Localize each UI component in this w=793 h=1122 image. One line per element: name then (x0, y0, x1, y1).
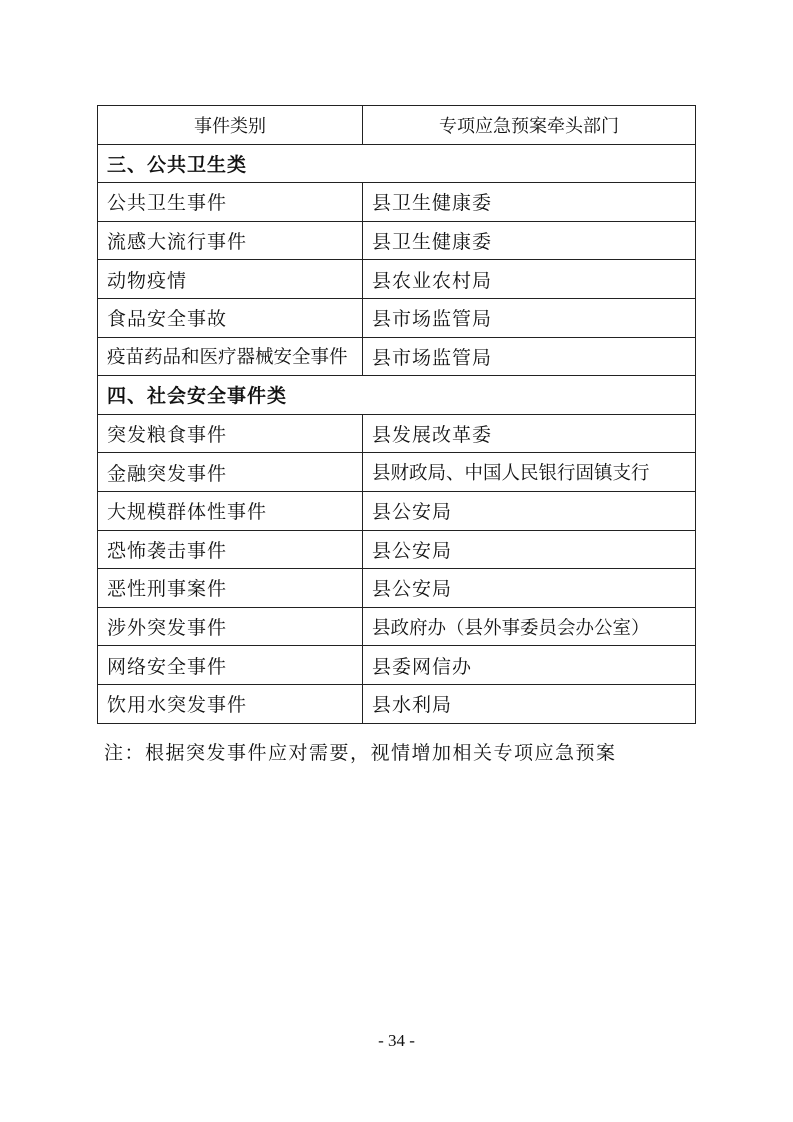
section-title: 三、公共卫生类 (98, 144, 696, 183)
lead-department-cell: 县水利局 (363, 684, 696, 723)
table-row (98, 183, 696, 222)
event-category-cell: 流感大流行事件 (98, 221, 363, 260)
lead-department-cell: 县公安局 (363, 530, 696, 569)
lead-department-cell: 县委网信办 (363, 646, 696, 685)
table-footnote: 注：根据突发事件应对需要，视情增加相关专项应急预案 (104, 742, 617, 764)
table-row (98, 530, 696, 569)
event-category-cell: 大规模群体性事件 (98, 491, 363, 530)
lead-department-cell: 县公安局 (363, 491, 696, 530)
lead-department-cell: 县卫生健康委 (363, 183, 696, 222)
section-row-social-security (98, 376, 696, 415)
event-category-cell: 公共卫生事件 (98, 183, 363, 222)
event-category-cell: 突发粮食事件 (98, 414, 363, 453)
table-row (98, 491, 696, 530)
table-row (98, 607, 696, 646)
event-category-cell: 恐怖袭击事件 (98, 530, 363, 569)
header-lead-department: 专项应急预案牵头部门 (363, 106, 696, 145)
lead-department-cell: 县发展改革委 (363, 414, 696, 453)
event-category-cell: 食品安全事故 (98, 298, 363, 337)
table-row (98, 221, 696, 260)
lead-department-cell: 县卫生健康委 (363, 221, 696, 260)
emergency-plan-table (97, 105, 696, 724)
lead-department-cell: 县农业农村局 (363, 260, 696, 299)
event-category-cell: 饮用水突发事件 (98, 684, 363, 723)
table-header-row (98, 106, 696, 145)
event-category-cell: 疫苗药品和医疗器械安全事件 (98, 337, 363, 376)
table-row (98, 684, 696, 723)
table-row (98, 646, 696, 685)
table-row (98, 260, 696, 299)
lead-department-cell: 县公安局 (363, 569, 696, 608)
table-row (98, 569, 696, 608)
lead-department-cell: 县市场监管局 (363, 298, 696, 337)
header-event-category: 事件类别 (98, 106, 363, 145)
section-row-public-health (98, 144, 696, 183)
lead-department-cell: 县政府办（县外事委员会办公室） (363, 607, 696, 646)
event-category-cell: 金融突发事件 (98, 453, 363, 492)
table-row (98, 453, 696, 492)
event-category-cell: 动物疫情 (98, 260, 363, 299)
page-number: - 34 - (378, 1031, 415, 1050)
table-row (98, 298, 696, 337)
event-category-cell: 恶性刑事案件 (98, 569, 363, 608)
section-title: 四、社会安全事件类 (98, 376, 696, 415)
event-category-cell: 涉外突发事件 (98, 607, 363, 646)
lead-department-cell: 县财政局、中国人民银行固镇支行 (363, 453, 696, 492)
table-row (98, 414, 696, 453)
event-category-cell: 网络安全事件 (98, 646, 363, 685)
table-row (98, 337, 696, 376)
lead-department-cell: 县市场监管局 (363, 337, 696, 376)
